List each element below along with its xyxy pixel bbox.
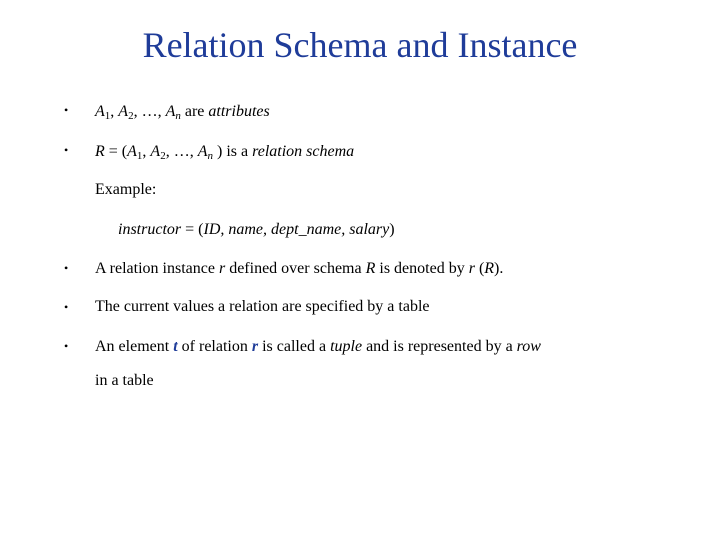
bullet-relation-schema: $R = (A_1$, $A_2$, …, $A_n$ ) is a relation schema — [95, 143, 355, 162]
bullet-4-marker: • — [64, 300, 69, 314]
bullet-tuple-element: An element t of relation r is called a tuple and is represented by a row — [95, 338, 541, 355]
bullet-5-marker: • — [64, 339, 69, 353]
example-instructor-schema: instructor = (ID, name, dept_name, salary) — [118, 221, 395, 238]
example-label: Example: — [95, 181, 157, 198]
bullet-2-marker: • — [64, 143, 69, 157]
bullet-current-values: The current values a relation are specified by a table — [95, 298, 430, 315]
bullet-relation-instance: A relation instance r defined over schema R is denoted by r (R). — [95, 260, 504, 277]
page-title: Relation Schema and Instance — [142, 25, 578, 65]
bullet-1-marker: • — [64, 103, 69, 117]
bullet-attributes: $A_1$, $A_2$, …, $A_n$ are attributes — [95, 103, 270, 122]
bullet-tuple-continuation: in a table — [95, 372, 154, 389]
bullet-3-marker: • — [64, 261, 69, 275]
